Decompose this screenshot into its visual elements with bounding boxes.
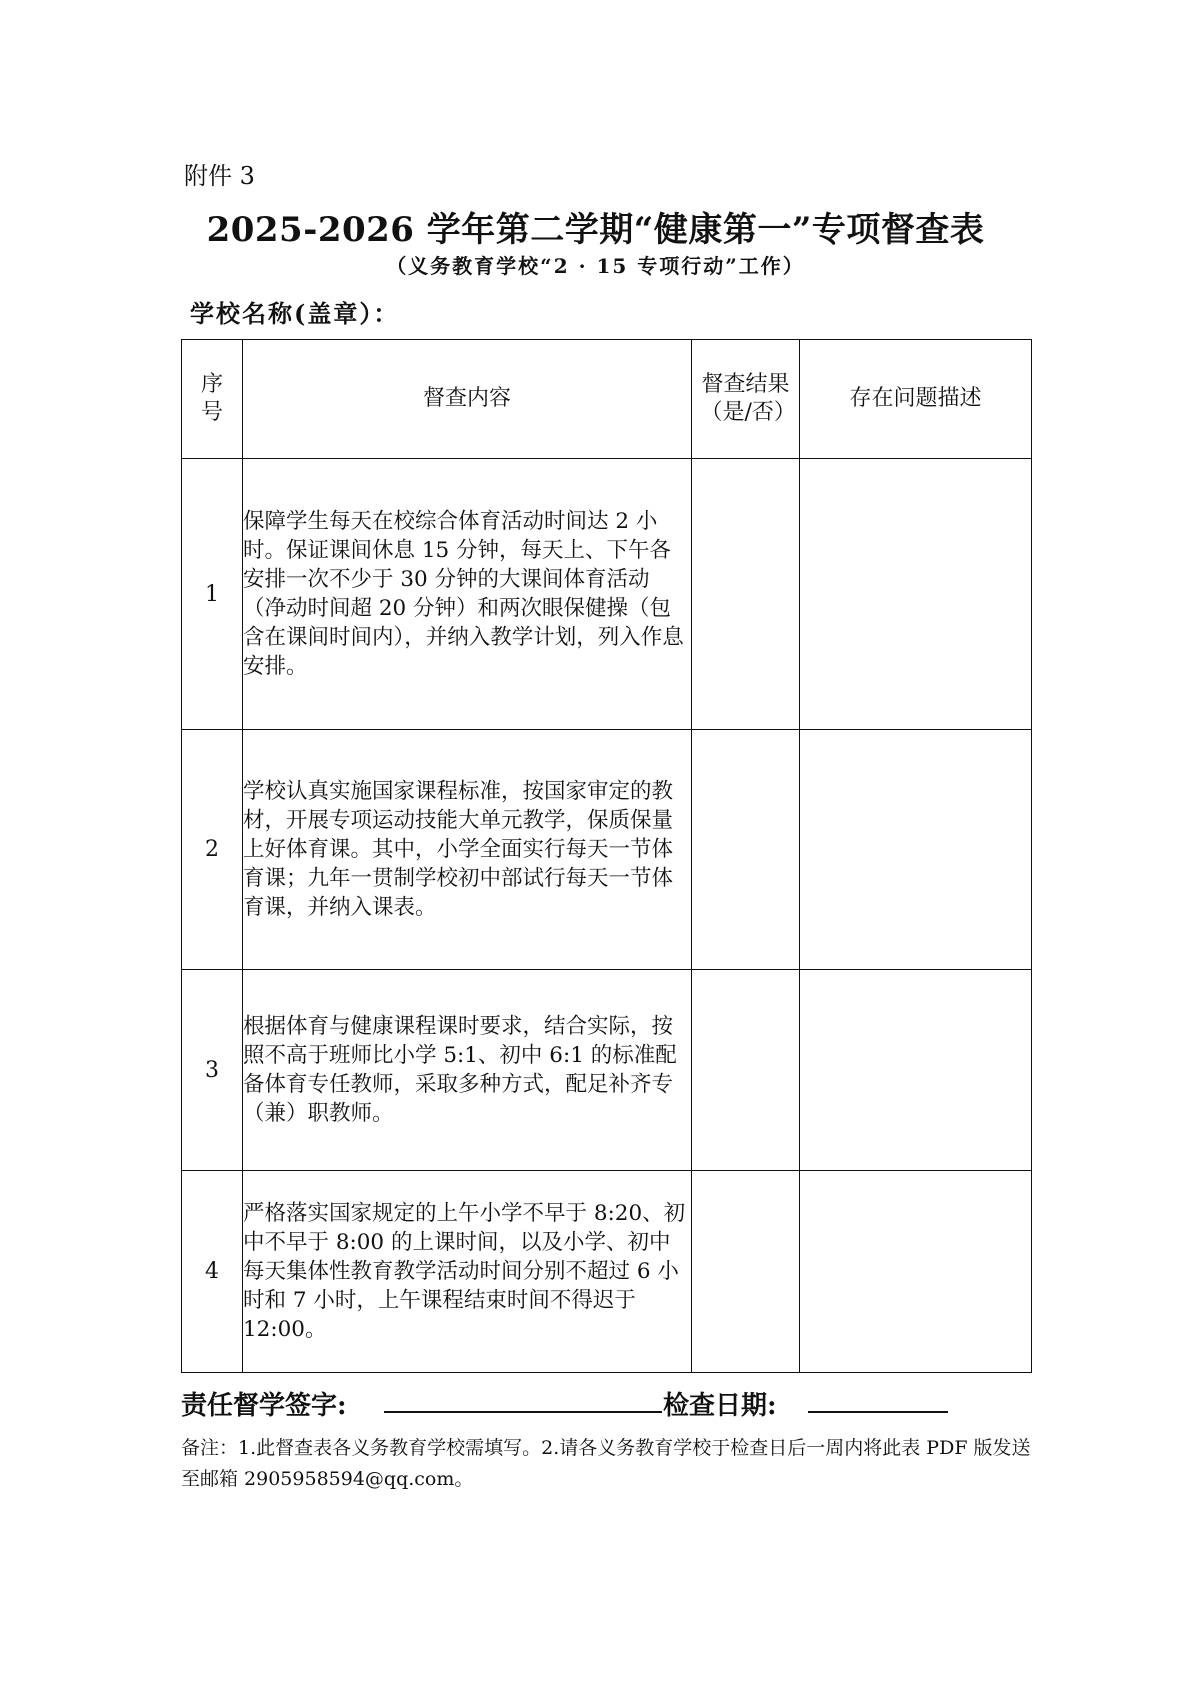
inspection-table <box>181 339 1032 1373</box>
signature-field[interactable] <box>384 1411 662 1413</box>
header-index: 序号 <box>182 340 243 459</box>
attachment-label: 附件 3 <box>184 162 255 190</box>
school-name-label: 学校名称(盖章）： <box>190 299 400 328</box>
row-problems-cell[interactable] <box>800 1171 1032 1373</box>
footnote: 备注：1.此督查表各义务教育学校需填写。2.请各义务教育学校于检查日后一周内将此表 PDF 版发送至邮箱 2905958594@qq.com。 <box>181 1437 1031 1490</box>
row-result-cell[interactable] <box>692 730 800 970</box>
row-index: 3 <box>182 970 243 1171</box>
row-result-cell[interactable] <box>692 1171 800 1373</box>
page-title: 2025-2026 学年第二学期“健康第一”专项督查表 <box>206 210 985 250</box>
row-index: 1 <box>182 459 243 730</box>
table-header-row <box>182 340 1032 459</box>
row-content: 严格落实国家规定的上午小学不早于 8:20、初中不早于 8:00 的上课时间，以及小学、初中每天集体性教育教学活动时间分别不超过 6 小时和 7 小时，上午课程结束时间不得迟于 12:00。 <box>243 1171 692 1373</box>
row-content: 根据体育与健康课程课时要求，结合实际，按照不高于班师比小学 5:1、初中 6:1 的标准配备体育专任教师，采取多种方式，配足补齐专（兼）职教师。 <box>243 970 692 1171</box>
row-problems-cell[interactable] <box>800 730 1032 970</box>
row-content: 保障学生每天在校综合体育活动时间达 2 小时。保证课间休息 15 分钟，每天上、下午各安排一次不少于 30 分钟的大课间体育活动（净动时间超 20 分钟）和两次眼保健操（包含在课间时间内），并纳入教学计划，列入作息安排。 <box>243 459 692 730</box>
row-problems-cell[interactable] <box>800 459 1032 730</box>
row-index: 4 <box>182 1171 243 1373</box>
row-content: 学校认真实施国家课程标准，按国家审定的教材，开展专项运动技能大单元教学，保质保量上好体育课。其中，小学全面实行每天一节体育课；九年一贯制学校初中部试行每天一节体育课，并纳入课表。 <box>243 730 692 970</box>
header-content: 督查内容 <box>243 340 692 459</box>
header-result: 督查结果（是/否） <box>692 340 800 459</box>
row-result-cell[interactable] <box>692 970 800 1171</box>
table-row <box>182 459 1032 730</box>
row-index: 2 <box>182 730 243 970</box>
table-row <box>182 970 1032 1171</box>
table-row <box>182 1171 1032 1373</box>
header-problems: 存在问题描述 <box>800 340 1032 459</box>
row-problems-cell[interactable] <box>800 970 1032 1171</box>
signature-label: 责任督学签字: <box>181 1391 347 1421</box>
page-subtitle: （义务教育学校“2 · 15 专项行动”工作） <box>386 254 805 278</box>
date-label: 检查日期: <box>663 1391 777 1421</box>
table-row <box>182 730 1032 970</box>
date-field[interactable] <box>808 1411 948 1413</box>
row-result-cell[interactable] <box>692 459 800 730</box>
